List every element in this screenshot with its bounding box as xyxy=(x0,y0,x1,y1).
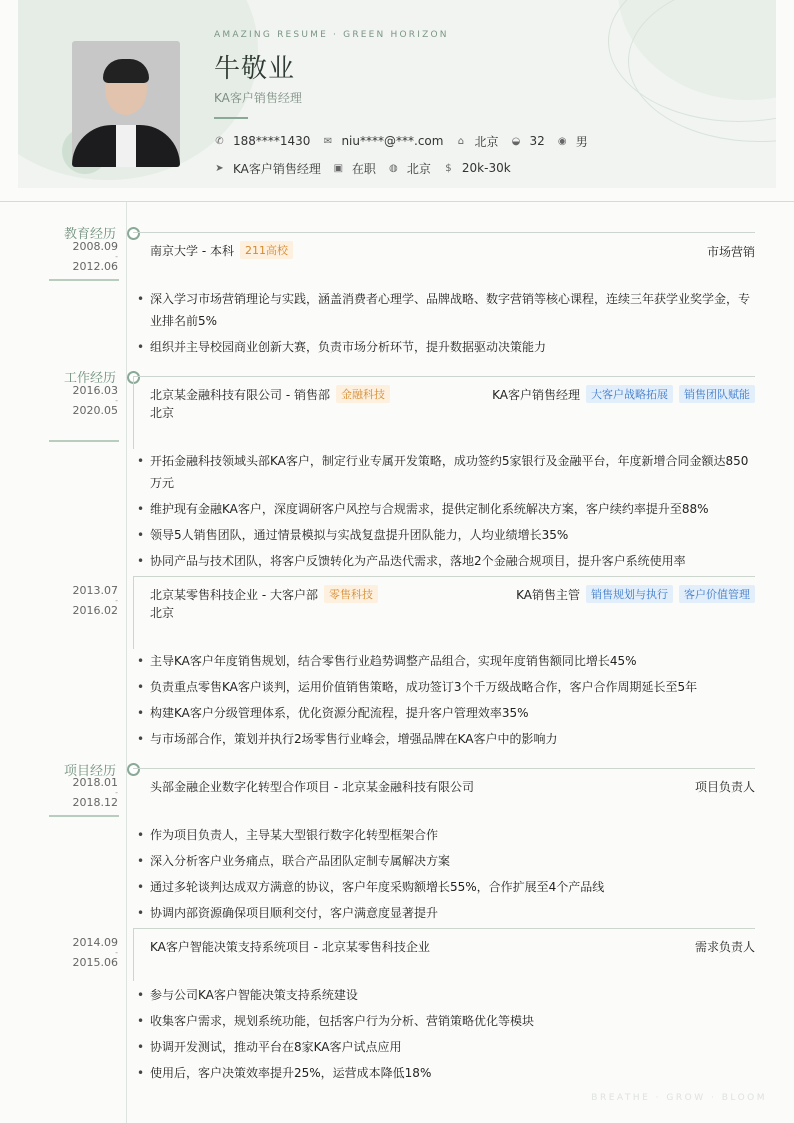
briefcase-icon: ▣ xyxy=(333,162,344,174)
money-icon: $ xyxy=(445,162,452,174)
candidate-role: KA客户销售经理 xyxy=(214,91,302,105)
section-underline xyxy=(49,279,119,281)
section-underline xyxy=(49,440,119,442)
phone-icon: ✆ xyxy=(215,135,224,147)
hometown-text: 北京 xyxy=(474,134,499,149)
gender-text: 男 xyxy=(575,134,588,149)
skill-tag: 销售团队赋能 xyxy=(679,385,755,403)
list-item: • 深入学习市场营销理论与实践，涵盖消费者心理学、品牌战略、数字营销等核心课程，连续三年获学业奖学金，专业排名前5% xyxy=(150,288,756,332)
list-item: • 领导5人销售团队，通过情景模拟与实战复盘提升团队能力，人均业绩增长35% xyxy=(150,524,756,546)
salary-text: 20k-30k xyxy=(461,161,511,175)
entry-bracket xyxy=(133,577,134,649)
date-range: 2014.09 - 2015.06 xyxy=(72,936,118,969)
entry-bracket xyxy=(133,377,134,449)
job-intent-row xyxy=(214,160,523,176)
list-item: • 构建KA客户分级管理体系，优化资源分配流程，提升客户管理效率35% xyxy=(150,702,756,724)
skill-tag: 销售规划与执行 xyxy=(586,585,673,603)
entry-position: KA销售主管 销售规划与执行 客户价值管理 xyxy=(516,585,755,603)
section-underline xyxy=(49,815,119,817)
footer-tagline: BREATHE · GROW · BLOOM xyxy=(591,1093,767,1103)
entry-tag: 金融科技 xyxy=(336,385,390,403)
list-item: • 主导KA客户年度销售规划，结合零售行业趋势调整产品组合，实现年度销售额同比增长45% xyxy=(150,650,756,672)
entry-rule xyxy=(133,576,755,577)
contact-row xyxy=(214,133,600,149)
entry-position: 需求负责人 xyxy=(694,940,755,954)
avatar xyxy=(72,41,180,167)
entry-rule xyxy=(133,232,755,233)
send-icon: ➤ xyxy=(215,162,224,174)
list-item: • 参与公司KA客户智能决策支持系统建设 xyxy=(150,984,756,1006)
entry-title: KA客户智能决策支持系统项目 - 北京某零售科技企业 xyxy=(150,940,430,954)
accent-divider xyxy=(214,117,248,119)
entry-tag: 零售科技 xyxy=(324,585,378,603)
entry-rule xyxy=(133,376,755,377)
skill-tag: 大客户战略拓展 xyxy=(586,385,673,403)
date-range: 2008.09 - 2012.06 xyxy=(72,240,118,273)
list-item: • 组织并主导校园商业创新大赛，负责市场分析环节，提升数据驱动决策能力 xyxy=(150,336,756,358)
list-item: • 协同产品与技术团队，将客户反馈转化为产品迭代需求，落地2个金融合规项目，提升客户系统使用率 xyxy=(150,550,756,572)
mail-icon: ✉ xyxy=(323,135,333,147)
timeline-axis xyxy=(126,202,127,1123)
brand-tagline: AMAZING RESUME · GREEN HORIZON xyxy=(214,30,449,40)
email-text: niu****@***.com xyxy=(341,134,444,148)
entry-location: 北京 xyxy=(150,606,175,620)
candidate-name: 牛敬业 xyxy=(214,54,296,84)
intent-city-text: 北京 xyxy=(406,161,431,176)
date-range: 2013.07 - 2016.02 xyxy=(72,584,118,617)
list-item: • 开拓金融科技领域头部KA客户，制定行业专属开发策略，成功签约5家银行及金融平台，年度新增合同金额达850万元 xyxy=(150,450,756,494)
list-item: • 使用后，客户决策效率提升25%，运营成本降低18% xyxy=(150,1062,756,1084)
age-text: 32 xyxy=(529,134,545,148)
entry-location: 北京 xyxy=(150,406,175,420)
location-icon: ◍ xyxy=(389,162,398,174)
entry-rule xyxy=(133,928,755,929)
intent-role-text: KA客户销售经理 xyxy=(233,161,321,176)
status-text: 在职 xyxy=(351,161,376,176)
entry-position: 项目负责人 xyxy=(694,780,755,794)
list-item: • 通过多轮谈判达成双方满意的协议，客户年度采购额增长55%，合作扩展至4个产品线 xyxy=(150,876,756,898)
entry-rule xyxy=(133,768,755,769)
timeline-node xyxy=(127,227,140,240)
section-title-work: 工作经历 xyxy=(63,371,116,386)
entry-tag: 211高校 xyxy=(240,241,293,259)
entry-title: 头部金融企业数字化转型合作项目 - 北京某金融科技有限公司 xyxy=(150,780,474,794)
entry-major: 市场营销 xyxy=(706,245,755,259)
section-title-project: 项目经历 xyxy=(63,764,116,779)
entry-bracket xyxy=(133,929,134,981)
list-item: • 作为项目负责人，主导某大型银行数字化转型框架合作 xyxy=(150,824,756,846)
entry-title: 北京某金融科技有限公司 - 销售部 金融科技 xyxy=(150,385,390,403)
home-icon: ⌂ xyxy=(457,135,465,147)
list-item: • 与市场部合作，策划并执行2场零售行业峰会，增强品牌在KA客户中的影响力 xyxy=(150,728,756,750)
skill-tag: 客户价值管理 xyxy=(679,585,755,603)
header-divider xyxy=(0,201,794,202)
entry-title: 北京某零售科技企业 - 大客户部 零售科技 xyxy=(150,585,378,603)
cake-icon: ◒ xyxy=(511,135,521,147)
list-item: • 收集客户需求，规划系统功能，包括客户行为分析、营销策略优化等模块 xyxy=(150,1010,756,1032)
timeline-node xyxy=(127,763,140,776)
list-item: • 协调内部资源确保项目顺利交付，客户满意度显著提升 xyxy=(150,902,756,924)
date-range: 2016.03 - 2020.05 xyxy=(72,384,118,417)
list-item: • 协调开发测试，推动平台在8家KA客户试点应用 xyxy=(150,1036,756,1058)
phone-text: 188****1430 xyxy=(233,134,311,148)
gender-icon: ◉ xyxy=(557,135,567,147)
section-title-education: 教育经历 xyxy=(63,227,116,242)
list-item: • 负责重点零售KA客户谈判，运用价值销售策略，成功签订3个千万级战略合作，客户合作周期延长至5年 xyxy=(150,676,756,698)
list-item: • 维护现有金融KA客户，深度调研客户风控与合规需求，提供定制化系统解决方案，客户续约率提升至88% xyxy=(150,498,756,520)
list-item: • 深入分析客户业务痛点，联合产品团队定制专属解决方案 xyxy=(150,850,756,872)
date-range: 2018.01 - 2018.12 xyxy=(72,776,118,809)
entry-position: KA客户销售经理 大客户战略拓展 销售团队赋能 xyxy=(492,385,755,403)
decor-arc xyxy=(628,0,776,142)
entry-title: 南京大学 - 本科 211高校 xyxy=(150,241,293,259)
